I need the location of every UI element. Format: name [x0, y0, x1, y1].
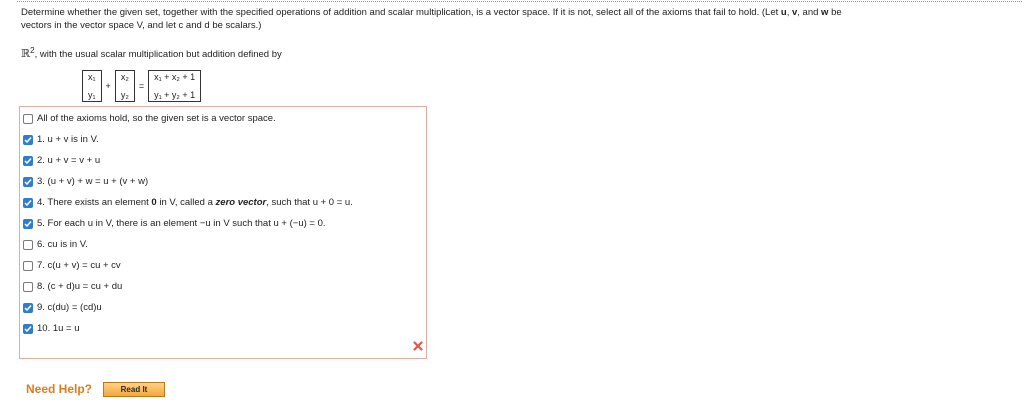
question-text — [21, 6, 1011, 32]
option-axiom-9[interactable] — [23, 301, 102, 314]
need-help-label: Need Help? — [26, 382, 93, 396]
checkbox-checked-icon[interactable] — [23, 135, 33, 145]
option-label: 5. For each u in V, there is an element −u in V such that u + (−u) = 0. — [37, 218, 326, 229]
checkbox-checked-icon[interactable] — [23, 156, 33, 166]
option-label: 6. cu is in V. — [37, 239, 88, 250]
checkbox-icon[interactable] — [23, 261, 33, 271]
option-axiom-7[interactable] — [23, 259, 121, 272]
vector-1 — [82, 70, 102, 102]
option-axiom-2[interactable] — [23, 154, 100, 167]
result-top: x₁ + x₂ + 1 — [154, 72, 196, 82]
equals-sign: = — [138, 81, 145, 91]
result-bottom: y₁ + y₂ + 1 — [154, 90, 196, 100]
option-text-part: in V, called a — [156, 197, 216, 208]
checkbox-icon[interactable] — [23, 114, 33, 124]
option-axiom-5[interactable] — [23, 217, 326, 230]
option-axiom-1[interactable] — [23, 133, 99, 146]
question-be: be — [828, 7, 842, 18]
option-label: All of the axioms hold, so the given set is a vector space. — [37, 113, 276, 124]
option-all-axioms[interactable] — [23, 112, 276, 125]
option-axiom-3[interactable] — [23, 175, 148, 188]
zero-symbol: 0 — [151, 197, 157, 208]
vector-2 — [115, 70, 135, 102]
var-w: w — [821, 7, 829, 18]
option-text-part: 4. There exists an element — [37, 197, 152, 208]
vector-2-bottom: y₂ — [120, 90, 129, 100]
set-exponent: 2 — [30, 46, 35, 55]
checkbox-checked-icon[interactable] — [23, 177, 33, 187]
checkbox-checked-icon[interactable] — [23, 219, 33, 229]
addition-definition — [82, 69, 201, 103]
checkbox-checked-icon[interactable] — [23, 324, 33, 334]
option-axiom-10[interactable] — [23, 322, 80, 335]
option-label: 7. c(u + v) = cu + cv — [37, 260, 121, 271]
option-label: 2. u + v = v + u — [37, 155, 101, 166]
option-axiom-4[interactable] — [23, 196, 353, 209]
real-set-symbol: ℝ — [21, 47, 31, 61]
x-mark-icon — [413, 341, 423, 351]
vector-2-top: x₂ — [120, 72, 129, 82]
plus-sign: + — [105, 81, 111, 91]
question-line2: vectors in the vector space V, and let c and d be scalars.) — [21, 20, 262, 31]
option-label: 1. u + v is in V. — [37, 134, 99, 145]
checkbox-icon[interactable] — [23, 240, 33, 250]
zero-vector-term: zero vector — [215, 197, 267, 208]
read-it-button[interactable]: Read It — [103, 382, 165, 397]
option-axiom-8[interactable] — [23, 280, 122, 293]
set-description — [21, 44, 282, 61]
checkbox-icon[interactable] — [23, 282, 33, 292]
option-label — [37, 196, 353, 209]
question-comma: , — [786, 7, 792, 18]
option-label: 9. c(du) = (cd)u — [37, 302, 102, 313]
option-label: 10. 1u = u — [37, 323, 80, 334]
question-and: , and — [797, 7, 822, 18]
vector-1-top: x₁ — [88, 72, 96, 82]
checkbox-checked-icon[interactable] — [23, 303, 33, 313]
option-label: 8. (c + d)u = cu + du — [37, 281, 123, 292]
question-prefix: Determine whether the given set, together with the specified operations of addition and scalar multiplication, is a vector space. If it is not, select all of the axioms that fail to hold. (Let — [21, 7, 781, 18]
option-axiom-6[interactable] — [23, 238, 88, 251]
vector-1-bottom: y₁ — [88, 90, 96, 100]
option-text-part: , such that u + 0 = u. — [266, 197, 353, 208]
option-label: 3. (u + v) + w = u + (v + w) — [37, 176, 149, 187]
checkbox-checked-icon[interactable] — [23, 198, 33, 208]
var-u: u — [780, 7, 787, 18]
set-description-text: , with the usual scalar multiplication but addition defined by — [34, 49, 282, 61]
result-vector — [148, 70, 201, 102]
var-v: v — [791, 7, 798, 18]
top-divider — [17, 1, 1022, 2]
